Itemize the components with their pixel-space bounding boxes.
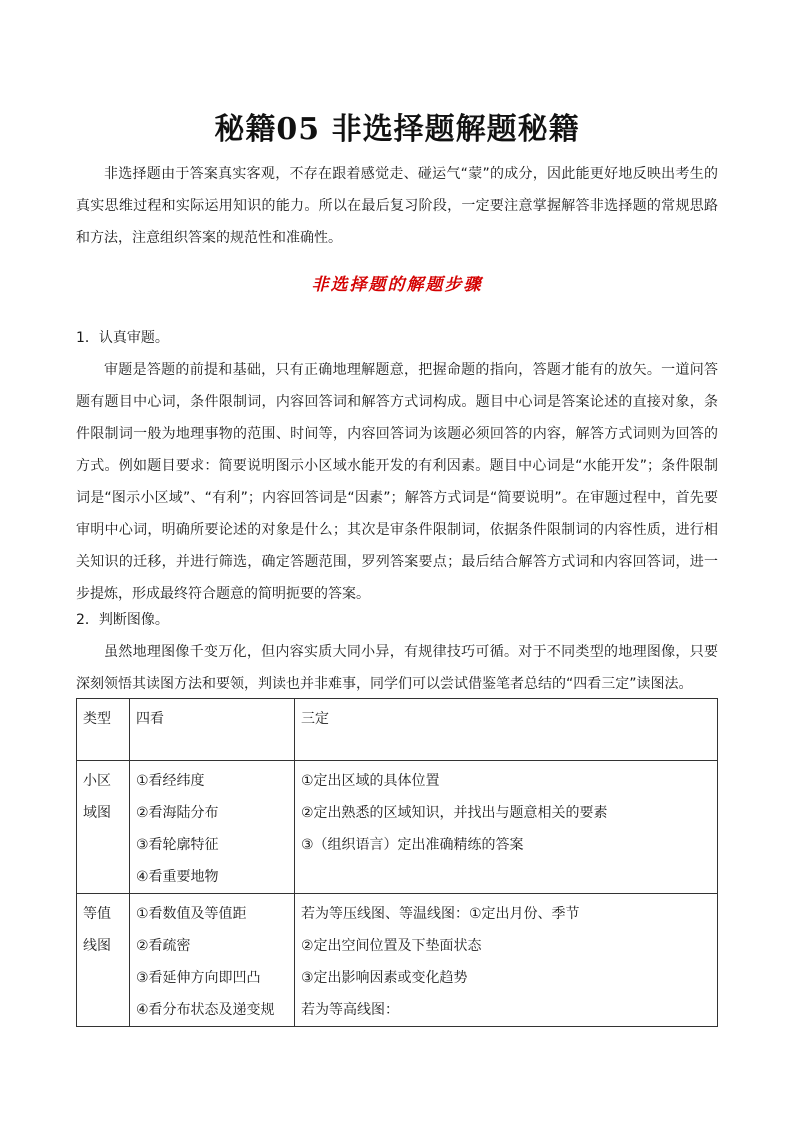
- row-look-cell: ①看经纬度 ②看海陆分布 ③看轮廓特征 ④看重要地物: [130, 761, 295, 894]
- header-type: 类型: [77, 699, 130, 761]
- page-title: 秘籍05 非选择题解题秘籍: [214, 112, 580, 147]
- table-row: [77, 761, 718, 894]
- header-look: 四看: [130, 699, 295, 761]
- header-fix: 三定: [295, 699, 718, 761]
- intro-paragraph: 非选择题由于答案真实客观，不存在跟着感觉走、碰运气“蒙”的成分，因此能更好地反映出考生的真实思维过程和实际运用知识的能力。所以在最后复习阶段，一定要注意掌握解答非选择题的常规思路和方法，注意组织答案的规范性和准确性。: [76, 166, 718, 246]
- row-type-cell: 小区 域图: [77, 761, 130, 894]
- row-fix-cell: ①定出区域的具体位置 ②定出熟悉的区域知识，并找出与题意相关的要素 ③（组织语言）定出准确精练的答案: [295, 761, 718, 894]
- section-heading: 非选择题的解题步骤: [311, 275, 483, 295]
- row-type-cell: 等值 线图: [77, 894, 130, 1027]
- row-look-cell: ①看数值及等值距 ②看疏密 ③看延伸方向即凹凸 ④看分布状态及递变规: [130, 894, 295, 1027]
- row-fix-cell: 若为等压线图、等温线图：①定出月份、季节 ②定出空间位置及下垫面状态 ③定出影响因素或变化趋势 若为等高线图：: [295, 894, 718, 1027]
- step2-heading: 2．判断图像。: [76, 612, 169, 628]
- table-header-row: [77, 699, 718, 761]
- step1-paragraph: 审题是答题的前提和基础，只有正确地理解题意，把握命题的指向，答题才能有的放矢。一道问答题有题目中心词，条件限制词，内容回答词和解答方式词构成。题目中心词是答案论述的直接对象，条件限制词一般为地理事物的范围、时间等，内容回答词为该题必须回答的内容，解答方式词则为回答的方式。例如题目要求：简要说明图示小区域水能开发的有利因素。题目中心词是“水能开发”；条件限制词是“图示小区域”、“有利”；内容回答词是“因素”；解答方式词是“简要说明”。在审题过程中，首先要审明中心词，明确所要论述的对象是什么；其次是审条件限制词，依据条件限制词的内容性质，进行相关知识的迁移，并进行筛选，确定答题范围，罗列答案要点；最后结合解答方式词和内容回答词，进一步提炼，形成最终符合题意的简明扼要的答案。: [76, 362, 718, 602]
- reading-method-table: [76, 698, 718, 1027]
- step1-heading: 1．认真审题。: [76, 330, 169, 346]
- step2-paragraph: 虽然地理图像千变万化，但内容实质大同小异，有规律技巧可循。对于不同类型的地理图像，只要深刻领悟其读图方法和要领，判读也并非难事，同学们可以尝试借鉴笔者总结的“四看三定”读图法。: [76, 644, 718, 692]
- table-row: [77, 894, 718, 1027]
